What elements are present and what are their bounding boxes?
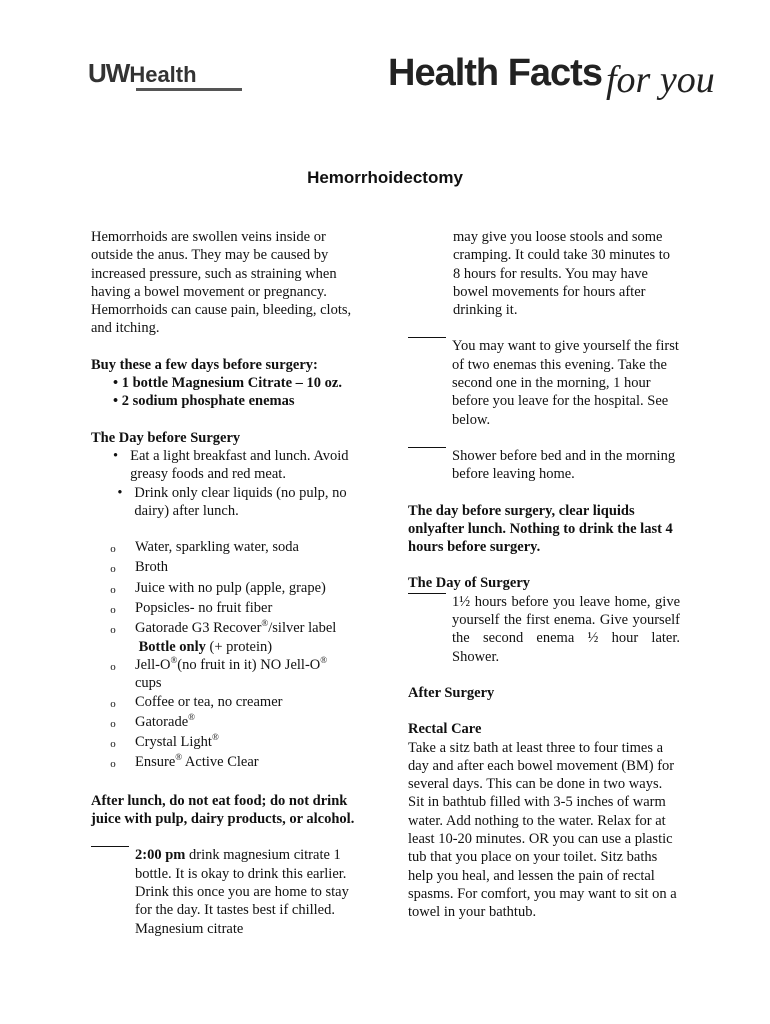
clear-liquids-notice: The day before surgery, clear liquids onlyafter lunch. Nothing to drink the last 4 hours before surgery. [408, 502, 673, 556]
checkbox-blank-line [408, 337, 446, 338]
after-lunch-warning: After lunch, do not eat food; do not drink juice with pulp, dairy products, or alcohol. [91, 792, 355, 828]
uw-health-logo [88, 58, 248, 98]
liquid-item: o Popsicles- no fruit fiber [110, 600, 273, 617]
magnesium-continued: may give you loose stools and some cramping. It could take 30 minutes to 8 hours for results. You may have bowel movements for hours after drinking it. [453, 229, 671, 319]
for-you-script: for you [606, 59, 715, 101]
liquid-item: o Ensure® Active Clear [110, 752, 259, 771]
liquid-item: o Broth [110, 559, 169, 576]
document-title: Hemorrhoidectomy [307, 168, 463, 187]
liquid-item: o Coffee or tea, no creamer [110, 693, 283, 710]
buy-item: • 1 bottle Magnesium Citrate – 10 oz. [113, 375, 342, 392]
liquid-item: o Juice with no pulp (apple, grape) [110, 579, 326, 596]
day-of-heading: The Day of Surgery [408, 575, 531, 592]
liquid-item: o Crystal Light® [110, 732, 219, 751]
health-facts-title: Health Facts [388, 52, 602, 94]
checkbox-blank-line [408, 447, 446, 448]
day-before-heading: The Day before Surgery [91, 429, 241, 446]
logo-health-text: Health [129, 62, 197, 87]
day-before-item: • Drink only clear liquids (no pulp, no dairy) after lunch. [117, 484, 347, 519]
liquid-item: o Gatorade® [110, 712, 195, 730]
two-pm-instruction: 2:00 pm drink magnesium citrate 1 bottle. It is okay to drink this earlier. Drink this once you are home to stay for the day. It tastes best if chilled. Magnesium citrate [91, 846, 363, 937]
logo-underline [136, 88, 242, 91]
clear-liquids-list [91, 538, 363, 774]
liquid-item: o Jell-O®(no fruit in it) NO Jell-O® cups [110, 655, 328, 692]
buy-list [91, 374, 363, 411]
checkbox-blank-line [408, 593, 446, 594]
checkbox-blank-line [91, 846, 129, 847]
buy-heading: Buy these a few days before surgery: [91, 356, 318, 373]
shower-instruction: Shower before bed and in the morning before leaving home. [408, 447, 680, 484]
day-before-item: • Eat a light breakfast and lunch. Avoid greasy foods and red meat. [113, 447, 349, 483]
liquid-item: o Water, sparkling water, soda [110, 539, 299, 556]
rectal-care-heading: Rectal Care [408, 721, 482, 738]
liquid-item: o Gatorade G3 Recover®/silver label Bottle only (+ protein) [110, 618, 337, 655]
right-column [408, 228, 680, 922]
day-of-instruction: 1½ hours before you leave home, give yourself the first enema. Give yourself the second enema ½ hour later. Shower. [408, 593, 680, 666]
logo-uw-text: UW [88, 58, 130, 88]
intro-paragraph: Hemorrhoids are swollen veins inside or outside the anus. They may be caused by increased pressure, such as straining when having a bowel movement or pregnancy. Hemorrhoids can cause pain, bleeding, clots, and itching. [91, 229, 352, 337]
buy-item: • 2 sodium phosphate enemas [113, 393, 295, 410]
enema-instruction: You may want to give yourself the first of two enemas this evening. Take the second one in the morning, 1 hour before you leave for the hospital. See below. [408, 337, 680, 428]
rectal-care-text: Take a sitz bath at least three to four times a day and after each bowel movement (BM) for several days. This can be done in two ways. Sit in bathtub filled with 3-5 inches of warm water. Add nothing to the water. Relax for at least 10-20 minutes. OR you can use a plastic tub that you place on your toilet. Sitz baths help you heal, and lessen the pain of rectal spasms. For comfort, you may want to sit on a towel in your bathtub. [408, 739, 677, 921]
after-surgery-heading: After Surgery [408, 684, 495, 701]
left-column [91, 228, 363, 938]
